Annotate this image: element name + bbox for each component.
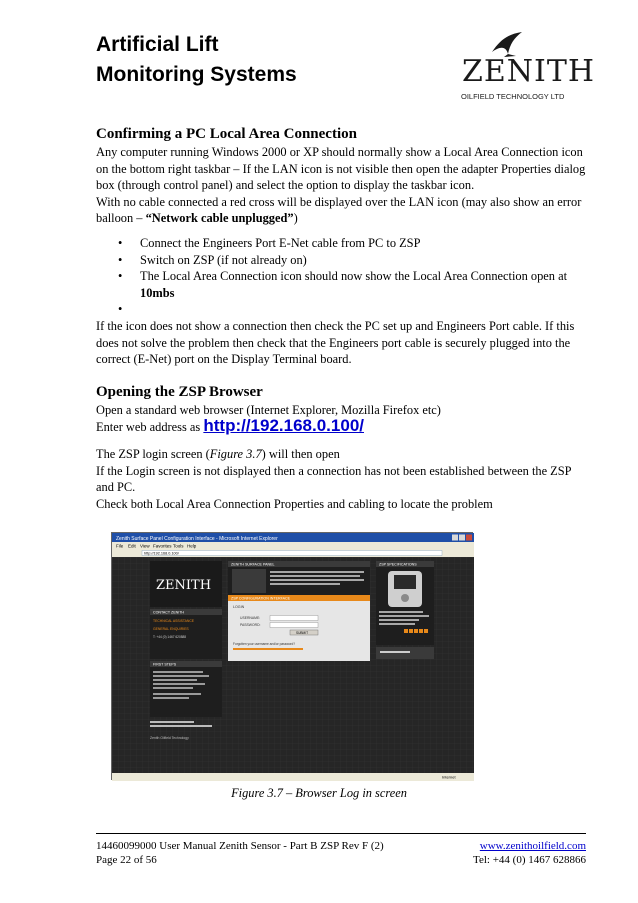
paragraph-no-cable <box>96 194 586 227</box>
window-title: Zenith Surface Panel Configuration Interface - Microsoft Internet Explorer <box>116 536 278 542</box>
doc-reference: 14460099000 User Manual Zenith Sensor - Part B ZSP Rev F (2) <box>96 840 384 852</box>
address-value: http://192.168.0.100/ <box>144 551 179 556</box>
paragraph-check-cabling: Check both Local Area Connection Properties and cabling to locate the problem <box>96 496 493 511</box>
website-link[interactable]: www.zenithoilfield.com <box>479 840 586 852</box>
section-heading-browser: Opening the ZSP Browser <box>96 383 263 400</box>
login-label: LOGIN <box>233 605 245 609</box>
figure-ref: Figure 3.7 <box>209 446 262 461</box>
screenshot-logo: ZENITH <box>156 578 212 593</box>
footer-left <box>96 839 384 867</box>
star-rating <box>404 629 428 633</box>
list-item-text: The Local Area Connection icon should now show the Local Area Connection open at <box>140 269 568 284</box>
network-unplugged-text: “Network cable unplugged” <box>145 211 294 226</box>
address-field[interactable] <box>142 551 442 556</box>
menu-item-file[interactable]: File <box>116 543 124 549</box>
menu-item-edit[interactable]: Edit <box>128 543 136 549</box>
figure-caption: Figure 3.7 – Browser Log in screen <box>231 786 407 800</box>
paragraph-open-browser: Open a standard web browser (Internet Explorer, Mozilla Firefox etc) <box>96 402 441 417</box>
browser-screenshot-figure <box>111 532 473 780</box>
steps-list <box>96 235 586 318</box>
menu-item-view[interactable]: View <box>140 543 150 549</box>
first-steps-heading: FIRST STEPS <box>153 662 177 667</box>
login-text: The ZSP login screen ( <box>96 446 210 461</box>
list-item-empty <box>96 301 586 318</box>
contact-phone: T: +44 (0) 1467 620888 <box>153 635 187 639</box>
telephone: Tel: +44 (0) 1467 628866 <box>473 854 586 866</box>
paragraph-login-screen <box>96 446 586 463</box>
speed-value: 10mbs <box>140 285 175 300</box>
logo-subtitle: OILFIELD TECHNOLOGY LTD <box>461 92 565 101</box>
no-cable-close: ) <box>293 211 298 226</box>
title-line-2: Monitoring Systems <box>96 63 297 86</box>
document-title <box>96 30 297 90</box>
tech-heading: TECHNICAL ASSISTANCE <box>153 619 195 623</box>
no-cable-text: With no cable connected a red cross will be displayed over the LAN icon (may also show an error balloon – <box>96 194 582 226</box>
list-item: • Switch on ZSP (if not already on) <box>96 252 586 269</box>
contact-heading: CONTACT ZENITH <box>153 610 185 615</box>
footer-right <box>473 839 586 867</box>
paragraph-address <box>96 418 586 436</box>
section-heading-lan: Confirming a PC Local Area Connection <box>96 126 357 142</box>
login-text-suffix: ) will then open <box>261 446 340 461</box>
page-number: Page 22 of 56 <box>96 854 157 866</box>
zenith-logo <box>460 30 596 101</box>
list-item <box>96 268 586 301</box>
menu-item-favorites[interactable]: Favorites <box>153 543 172 549</box>
username-input[interactable] <box>270 616 318 621</box>
general-heading: GENERAL ENQUIRIES <box>153 627 189 631</box>
page-content <box>96 124 586 512</box>
password-input[interactable] <box>270 623 318 628</box>
list-item: • Connect the Engineers Port E-Net cable from PC to ZSP <box>96 235 586 252</box>
zsp-url-link[interactable]: http://192.168.0.100/ <box>203 416 364 436</box>
address-prefix: Enter web address as <box>96 420 204 435</box>
close-icon[interactable] <box>466 535 472 541</box>
username-label: USERNAME: <box>240 616 261 620</box>
password-label: PASSWORD: <box>240 623 261 627</box>
menu-item-tools[interactable]: Tools <box>173 543 184 549</box>
forgot-text: Forgotten your username and/or password? <box>233 642 296 646</box>
paragraph-troubleshoot: If the icon does not show a connection then check the PC set up and Engineers Port cable. If this does not solve the problem then check that the Engineers port cable is securely plugged into the correct (E-Net) port on the Display Terminal board. <box>96 318 575 367</box>
status-zone: Internet <box>442 774 456 780</box>
footer-divider <box>96 833 586 834</box>
spec-heading: ZSP SPECIFICATIONS <box>379 562 417 567</box>
menu-item-help[interactable]: Help <box>187 543 197 549</box>
submit-label: SUBMIT <box>296 630 309 635</box>
logo-word: ZENITH <box>462 54 596 89</box>
paragraph-lan-icon: Any computer running Windows 2000 or XP should normally show a Local Area Connection icon on the bottom right taskbar – If the LAN icon is not visible then open the adapter Properties dialog box (through control panel) and select the option to display the taskbar icon. <box>96 145 586 193</box>
config-heading: ZSP CONFIGURATION INTERFACE <box>231 596 290 601</box>
panel-heading: ZENITH SURFACE PANEL <box>231 562 275 567</box>
title-line-1: Artificial Lift <box>96 33 219 56</box>
browser-screenshot <box>112 533 474 781</box>
paragraph-no-login: If the Login screen is not displayed then a connection has not been established between the ZSP and PC. <box>96 463 572 495</box>
page-footer-text: Zenith Oilfield Technology <box>150 736 189 740</box>
